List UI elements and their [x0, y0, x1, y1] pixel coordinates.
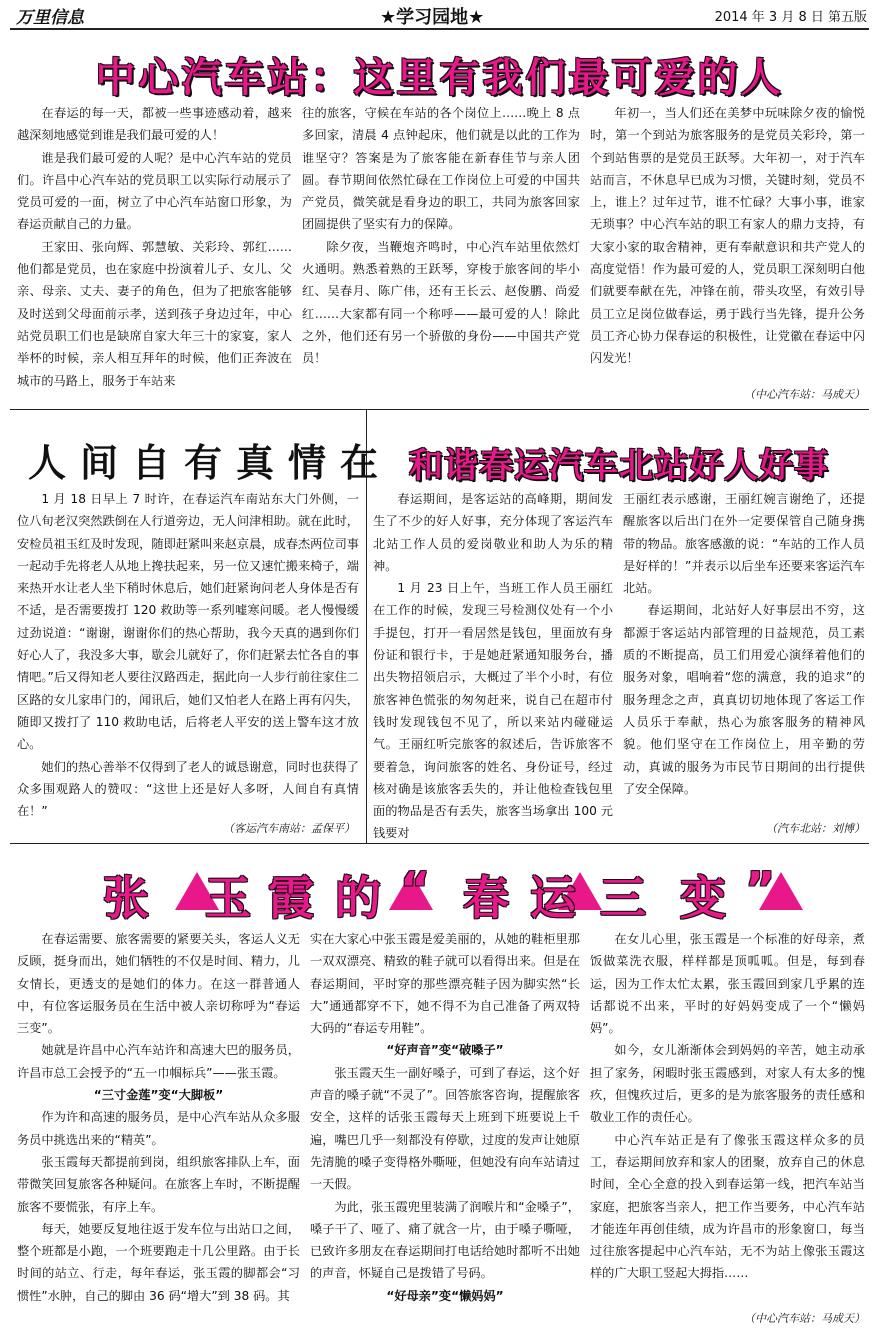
article1-col1: [17, 102, 292, 392]
article3-credit: （汽车北站：刘博）: [766, 822, 865, 835]
subheading: “三寸金莲”变“大脚板”: [93, 1088, 224, 1103]
subheading: “好母亲”变“懒妈妈”: [386, 1288, 504, 1303]
article1-title: 中心汽车站：这里有我们最可爱的人: [95, 55, 784, 101]
title-char: 春: [463, 871, 509, 925]
paragraph: 张玉霞天生一副好嗓子，可到了春运，这个好声音的嗓子就“不灵了”。回答旅客咨询，提醒旅客安全，这样的话张玉霞每天上班到下班要说上千遍，嘴巴几乎一刻都没有停歇，过度的发声让她原先清脆的嗓子变得格外嘶哑，但她没有向车站请过一天假。: [310, 1065, 580, 1192]
paragraph: 在春运的每一天，都被一些事迹感动着，越来越深刻地感觉到谁是我们最可爱的人！: [17, 106, 292, 143]
section-title: ★学习园地★: [380, 7, 485, 28]
title-char: 运: [530, 871, 576, 925]
article4-title: [0, 852, 879, 924]
divider: [10, 843, 869, 844]
masthead: [10, 0, 869, 30]
paragraph: 1 月 18 日早上 7 时许，在春运汽车南站东大门外侧，一位八旬老汉突然跌倒在人行道旁边，无人问津相助。就在此时，安检员祖玉红及时发现，随即赶紧叫来赵京晨，成春杰两位司事一起动手先将老人从地上搀扶起来，另一位又速忙搬来椅子，端来热开水让老人坐下稍时休息后，她们赶紧询问老人身体是否有不适，是否需要拨打 120 救助等一系列嘘寒问暖。老人慢慢缓过劲说道：“谢谢，谢谢你们的热心帮助，我今天真的遇到你们好心人了，我没多大事，歇会儿就好了，你们赶紧去忙各自的事情吧。”后又得知老人要往汉路西走，据此向一人步行前往家住二区路的女儿家串门的，闻讯后，她们又怕老人在路上再有闪失，随即又拨打了 110 救助电话，后将老人平安的送上警车这才放心。: [17, 492, 359, 752]
paragraph: 年初一，当人们还在美梦中玩味除夕夜的愉悦时，第一个到站为旅客服务的是党员关彩玲，第一个到站售票的是党员王跃琴。大年初一，对于汽车站而言，不休息早已成为习惯，关键时刻，党员不上，谁上？过年过节，谁不忙碌？大事小事，谁家无琐事？中心汽车站的职工有家人的鼎力支持，有大家小家的取舍精神，更有奉献意识和共产党人的高度觉悟！作为最可爱的人，党员职工深刻明白他们就要奉献在先，冲锋在前，带头攻坚，有效引导员工立足岗位做春运，勇于践行当先锋，提升公务员工齐心协力保春运的积极性，让党徽在春运中闪闪发光！: [590, 106, 865, 366]
title-char: 霞: [268, 871, 314, 925]
paragraph: 每天，她要反复地往返于发车位与出站口之间，整个班都是小跑，一个班要跑走十几公里路。由于长时间的站立、行走，每年春运，张玉霞的脚都会“习惯性”水肿，自己的脚由 36 码“增大”到 38 码。其: [17, 1221, 300, 1303]
paragraph: 在春运需要、旅客需要的紧要关头，客运人义无反顾，挺身而出，她们牺牲的不仅是时间、精力，儿女情长，更透支的是她们的体力。在这一群普通人中，有位客运服务员在生活中被人亲切称呼为“春运三变”。: [17, 932, 300, 1036]
paragraph: 春运期间，是客运站的高峰期，期间发生了不少的好人好事，充分体现了客运汽车北站工作人员的爱岗敬业和助人为乐的精神。: [373, 492, 613, 573]
article3-title: 和谐春运汽车北站好人好事: [409, 446, 829, 486]
paragraph: 王家田、张向辉、郭慧敏、关彩玲、郭红……他们都是党员，也在家庭中扮演着儿子、女儿、父亲、母亲、丈夫、妻子的角色，但为了把旅客能够及时送到父母面前示孝，送到孩子身边过年，中心站党员职工们也是缺席自家大年三十的家宴，家人举杯的时候，亲人相互拜年的时候，他们正奔波在城市的马路上，服务于车站来: [17, 239, 292, 388]
paragraph: 中心汽车站正是有了像张玉霞这样众多的员工，春运期间放弃和家人的团聚，放弃自己的休息时间，全心全意的投入到春运第一线，把汽车站当家庭，把旅客当亲人，把工作当要务，中心汽车站才能连年再创佳绩，成为许昌市的形象窗口，每当过往旅客提起中心汽车站，无不为站上像张玉霞这样的广大职工竖起大拇指……: [590, 1132, 865, 1281]
paragraph: 谁是我们最可爱的人呢？是中心汽车站的党员们。许昌中心汽车站的党员职工以实际行动展示了党员可爱的一面，树立了中心汽车站窗口形象，为春运贡献自己的力量。: [17, 150, 292, 232]
paragraph: 她们的热心善举不仅得到了老人的诚恳谢意，同时也获得了众多围观路人的赞叹：“这世上还是好人多呀，人间自有真情在！”: [17, 759, 359, 819]
title-char: 变: [680, 871, 726, 925]
paragraph: 她就是许昌中心汽车站许和高速大巴的服务员，许昌市总工会授予的“五一巾帼标兵”——张玉霞。: [17, 1043, 300, 1080]
paragraph: 实在大家心中张玉霞是爱美丽的，从她的鞋柜里那一双双漂亮、精致的鞋子就可以看得出来。但是在春运期间，平时穿的那些漂亮鞋子因为脚实然“长大”通通都穿不下，她不得不为自己准备了两双特大码的“春运专用鞋”。: [310, 932, 580, 1036]
paragraph: 1 月 23 日上午，当班工作人员王丽红在工作的时候，发现三号检测仪处有一个小手提包，打开一看居然是钱包，里面放有身份证和银行卡，于是她赶紧通知服务台，播出失物招领启示，大概过了半个小时，有位旅客神色慌张的匆匆赶来，说自己在超市付钱时发现钱包不见了，所以来站内碰碰运气。王丽红听完旅客的叙述后，告诉旅客不要着急，询问旅客的姓名、身份证号，经过核对确是该旅客丢失的，并让他检查钱包里面的物品是否有丢失，旅客当场拿出 100 元钱要对: [373, 581, 613, 841]
article1-credit: （中心汽车站：马成天）: [744, 388, 865, 401]
article4-credit: （中心汽车站：马成天）: [744, 1312, 865, 1325]
paragraph: 除夕夜，当鞭炮齐鸣时，中心汽车站里依然灯火通明。熟悉着熟的王跃琴，穿梭于旅客间的毕小红、吴春月、陈广伟，还有王长云、赵俊鹏、尚爱红……大家都有同一个称呼——最可爱的人！除此之外，他们还有另一个骄傲的身份——中国共产党员！: [302, 239, 580, 366]
article2-col1: [17, 488, 359, 822]
article1-col3: [590, 102, 865, 370]
article1-col2: [302, 102, 580, 370]
issue-date: 2014 年 3 月 8 日 第五版: [714, 10, 867, 25]
paragraph: 如今，女儿渐渐体会到妈妈的辛苦，她主动承担了家务，闲暇时张玉霞感到，对家人有太多的愧疚，但愧疚过后，更多的是为旅客服务的责任感和敬业工作的责任心。: [590, 1043, 865, 1125]
article4-col1: [17, 928, 300, 1307]
article3-col1: [373, 488, 613, 845]
newspaper-name: 万里信息: [16, 8, 84, 28]
divider: [10, 409, 869, 410]
article3-col2: [623, 488, 865, 800]
paragraph: 在女儿心里，张玉霞是一个标准的好母亲，煮饭做菜洗衣服，样样都是顶呱呱。但是，每到春运，因为工作太忙太累，张玉霞回到家几乎累的连话都说不出来，平时的好妈妈变成了一个“懒妈妈”。: [590, 932, 865, 1036]
article4-col2: [310, 928, 580, 1307]
paragraph: 作为许和高速的服务员，是中心汽车站从众多服务员中挑选出来的“精英”。: [17, 1110, 300, 1147]
paragraph: 王丽红表示感谢，王丽红婉言谢绝了，还提醒旅客以后出门在外一定要保管自己随身携带的物品。旅客感激的说：“车站的工作人员是好样的！”并表示以后坐车还要来客运汽车北站。: [623, 492, 865, 596]
title-char: 的: [335, 871, 381, 925]
article4-col3: [590, 928, 865, 1285]
article2-title: 人间自有真情在: [28, 441, 393, 485]
title-char: 玉: [205, 871, 251, 925]
subheading: “好声音”变“破嗓子”: [386, 1043, 504, 1058]
paragraph: 往的旅客，守候在车站的各个岗位上……晚上 8 点多回家，清晨 4 点钟起床，他们就是以此的工作为谁坚守？答案是为了旅客能在新春佳节与亲人团圆。春节期间依然忙碌在工作岗位上可爱的中国共产党员，微笑就是看身边的职工，共同为旅客回家团圆提供了坚实有力的保障。: [302, 106, 580, 232]
paragraph: 春运期间，北站好人好事层出不穷，这都源于客运站内部管理的日益规范，员工素质的不断提高，员工们用爱心演绎着他们的服务对象，唱响着“您的满意，我的追求”的服务理念之声，真真切切地体现了客运工作人员乐于奉献，热心为旅客服务的精神风貌。他们坚守在工作岗位上，用辛勤的劳动，真诚的服务为市民节日期间的出行提供了安全保障。: [623, 603, 865, 796]
title-char: 张: [103, 871, 149, 925]
paragraph: 为此，张玉霞兜里装满了润喉片和“金嗓子”，嗓子干了、哑了、痛了就含一片，由于嗓子嘶哑，已致许多朋友在春运期间打电话给她时都听不出她的声音，怀疑自己是拨错了号码。: [310, 1199, 580, 1281]
title-char: 三: [600, 871, 646, 925]
article2-credit: （客运汽车南站：孟保平）: [223, 822, 355, 835]
paragraph: 张玉霞每天都提前到岗，组织旅客排队上车，面带微笑回复旅客各种疑问。在旅客上车时，不断提醒旅客不要慌张，有序上车。: [17, 1154, 300, 1214]
title-char: ”: [745, 862, 776, 916]
title-char: “: [400, 862, 431, 916]
